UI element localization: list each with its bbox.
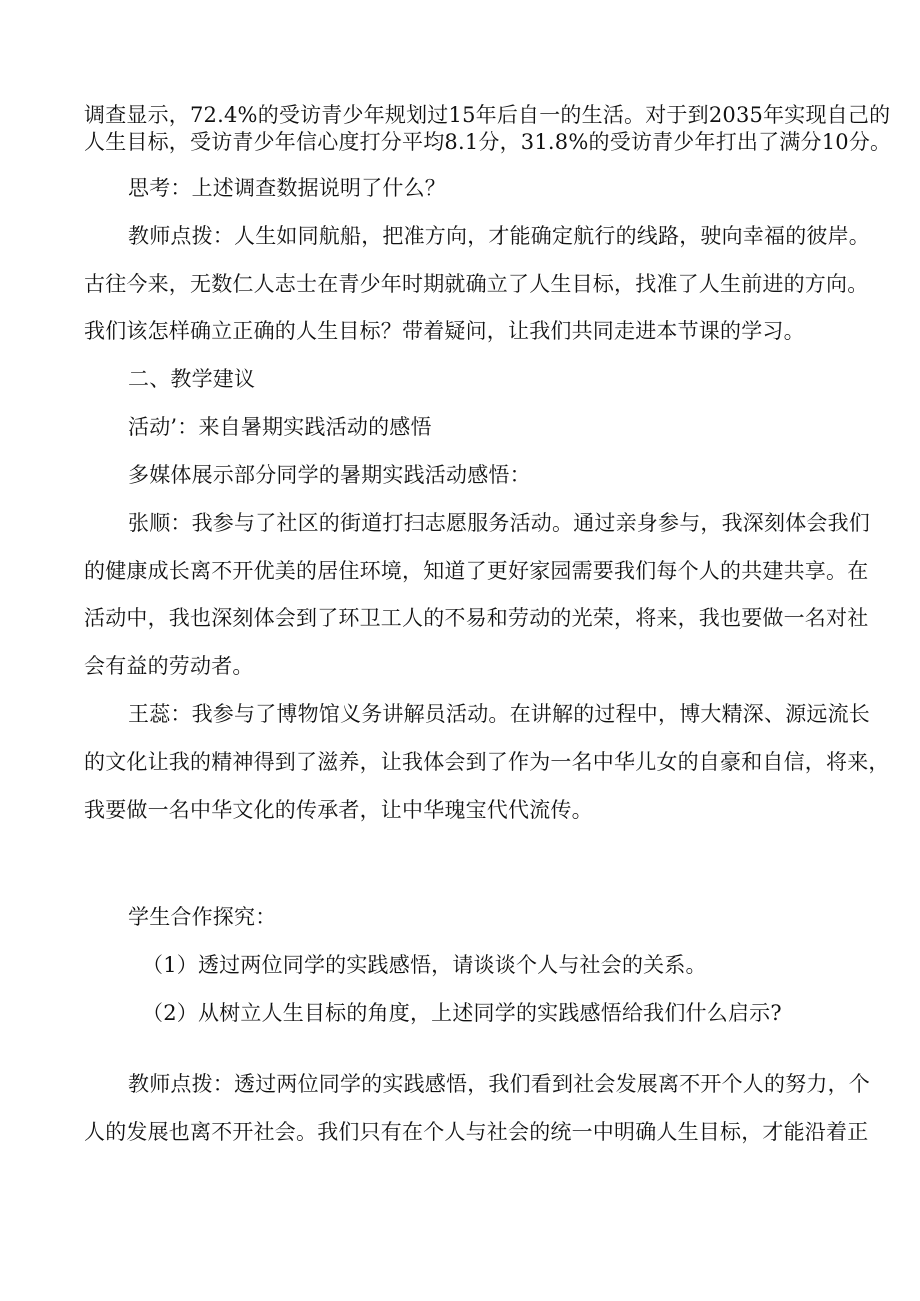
section-heading: 二、教学建议: [128, 367, 256, 391]
survey-line-1: 调查显示，72.4%的受访青少年规划过15年后自一的生活。对于到2035年实现自己的: [84, 103, 891, 127]
zhangshun-line-1: 张顺：我参与了社区的街道打扫志愿服务活动。通过亲身参与，我深刻体会我们: [128, 511, 870, 535]
zhangshun-line-3: 活动中，我也深刻体会到了环卫工人的不易和劳动的光荣，将来，我也要做一名对社: [84, 606, 869, 630]
wangrui-line-1: 王蕊：我参与了博物馆义务讲解员活动。在讲解的过程中，博大精深、源远流长: [128, 702, 870, 726]
multimedia-intro: 多媒体展示部分同学的暑期实践活动感悟：: [128, 463, 531, 487]
wangrui-line-3: 我要做一名中华文化的传承者，让中华瑰宝代代流传。: [84, 798, 593, 822]
teacher-guide-line-1: 教师点拨：人生如同航船，把准方向，才能确定航行的线路，驶向幸福的彼岸。: [128, 224, 870, 248]
teacher-guide-line-3: 我们该怎样确立正确的人生目标？带着疑问，让我们共同走进本节课的学习。: [84, 319, 805, 343]
survey-line-2: 人生目标，受访青少年信心度打分平均8.1分，31.8%的受访青少年打出了满分10分。: [84, 130, 892, 154]
question-2: （2）从树立人生目标的角度，上述同学的实践感悟给我们什么启示?: [142, 1001, 782, 1025]
think-question: 思考：上述调查数据说明了什么？: [128, 176, 446, 200]
zhangshun-line-2: 的健康成长离不开优美的居住环境，知道了更好家园需要我们每个人的共建共享。在: [84, 559, 869, 583]
teacher-guide-2-line-2: 人的发展也离不开社会。我们只有在个人与社会的统一中明确人生目标，才能沿着正: [84, 1120, 869, 1144]
zhangshun-line-4: 会有益的劳动者。: [84, 654, 254, 678]
wangrui-line-2: 的文化让我的精神得到了滋养，让我体会到了作为一名中华儿女的自豪和自信，将来，: [84, 750, 890, 774]
teacher-guide-2-line-1: 教师点拨：透过两位同学的实践感悟，我们看到社会发展离不开个人的努力，个: [128, 1072, 870, 1096]
cooperative-inquiry-heading: 学生合作探究：: [128, 905, 277, 929]
activity-title: 活动’：来自暑期实践活动的感悟: [128, 415, 432, 439]
teacher-guide-line-2: 古往今来，无数仁人志士在青少年时期就确立了人生目标，找准了人生前进的方向。: [84, 272, 869, 296]
question-1: （1）透过两位同学的实践感悟，请谈谈个人与社会的关系。: [142, 953, 707, 977]
